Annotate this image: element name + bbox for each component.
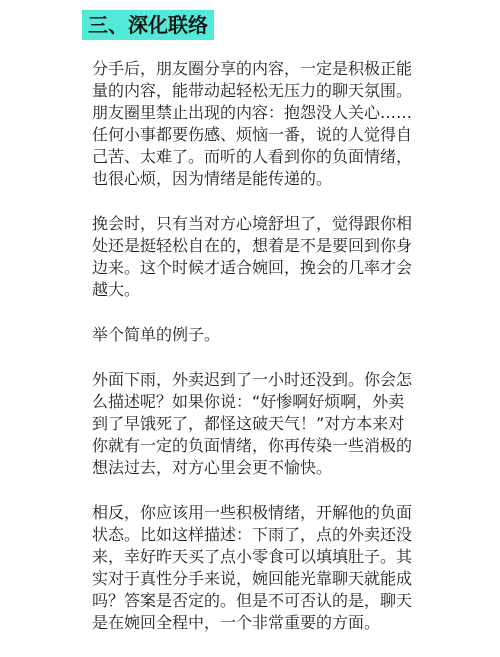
paragraph-reconcile-timing: 挽会时，只有当对方心境舒坦了，觉得跟你相处还是挺轻松自在的，想着是不是要回到你身边来。这个时候才适合婉回，挽会的几率才会越大。	[92, 214, 413, 299]
section-heading: 三、深化联络	[82, 10, 214, 40]
paragraph-positive-example: 相反，你应该用一些积极情绪，开解他的负面状态。比如这样描述：下雨了，点的外卖还没来，幸好昨天买了点小零食可以填填肚子。其实对于真性分手来说，婉回能光靠聊天就能成吗？答案是否定的。但是不可否认的是，聊天是在婉回全程中，一个非常重要的方面。	[92, 503, 413, 632]
paragraph-friend-circle: 分手后，朋友圈分享的内容，一定是积极正能量的内容，能带动起轻松无压力的聊天氛围。朋友圈里禁止出现的内容：抱怨没人关心……任何小事都要伤感、烦恼一番，说的人觉得自己苦、太难了。而听的人看到你的负面情绪，也很心烦，因为情绪是能传递的。	[92, 59, 413, 188]
section-heading-container	[82, 10, 214, 40]
paragraph-example-intro: 举个简单的例子。	[92, 325, 221, 344]
paragraph-negative-example: 外面下雨，外卖迟到了一小时还没到。你会怎么描述呢？如果你说：“好惨啊好烦啊，外卖到了早饿死了，都怪这破天气！”对方本来对你就有一定的负面情绪，你再传染一些消极的想法过去，对方心里会更不愉快。	[92, 370, 413, 477]
article-body	[92, 58, 412, 657]
